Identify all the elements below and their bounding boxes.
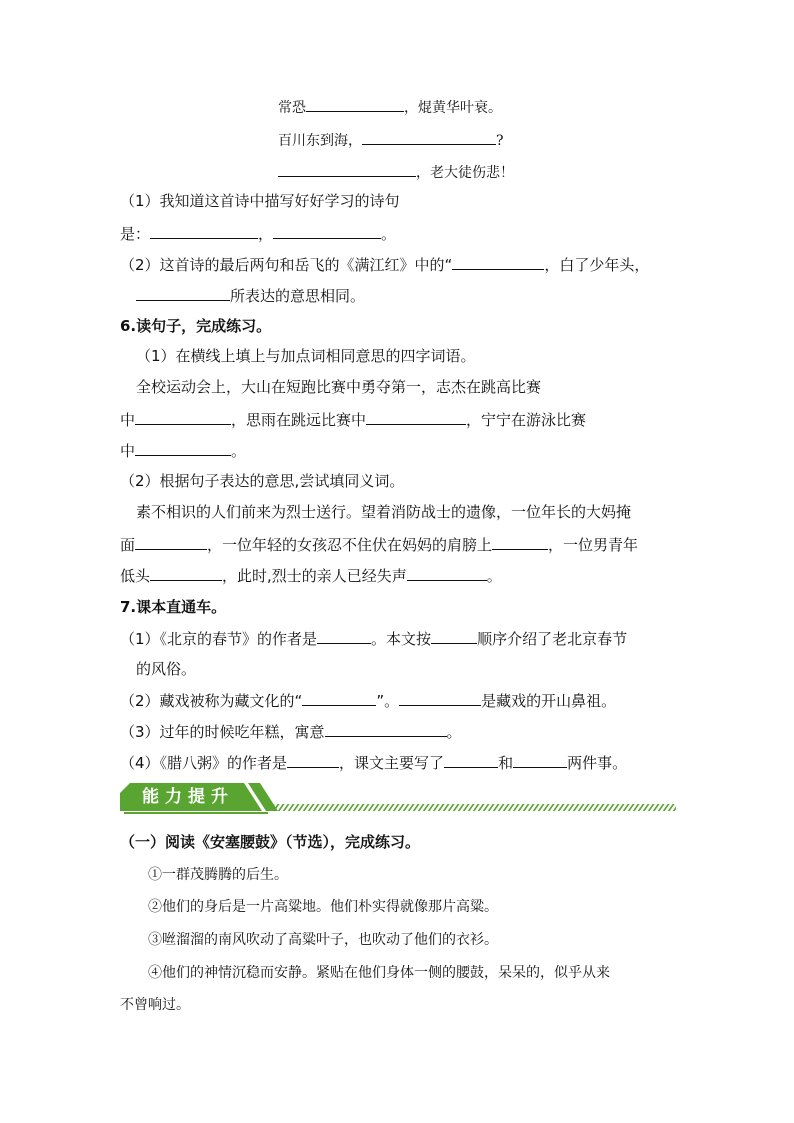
section-7-q1 xyxy=(120,628,627,649)
q-text: 顺序介绍了老北京春节 xyxy=(477,630,628,648)
poem-text: ? xyxy=(496,133,504,149)
p-text: 。 xyxy=(231,442,247,460)
q-text: 所表达的意思相同。 xyxy=(230,287,366,305)
poem-line-2 xyxy=(278,129,504,151)
question-1-answer xyxy=(120,223,396,244)
section-6-p6 xyxy=(120,565,502,586)
question-2-cont xyxy=(136,285,365,306)
answer-blank[interactable] xyxy=(306,96,404,112)
section-6-p3 xyxy=(120,440,246,461)
q-text: 。 xyxy=(381,225,397,243)
q-text: ， xyxy=(258,225,274,243)
answer-blank[interactable] xyxy=(399,690,481,706)
p-text: ，此时,烈士的亲人已经失声 xyxy=(222,567,407,585)
p-text: ，一位年轻的女孩忍不住伏在妈妈的肩膀上 xyxy=(207,536,493,554)
answer-blank[interactable] xyxy=(150,223,258,239)
section-7-q3 xyxy=(120,721,462,742)
answer-blank[interactable] xyxy=(492,534,548,550)
section-6-p5 xyxy=(120,534,638,555)
ability-banner xyxy=(118,782,678,816)
q-text: 是藏戏的开山鼻祖。 xyxy=(481,692,617,710)
section-6-p2 xyxy=(120,409,586,430)
p-text: 中 xyxy=(120,442,136,460)
answer-blank[interactable] xyxy=(135,409,231,425)
p-text: 。 xyxy=(486,567,502,585)
banner-title: 能力提升 xyxy=(142,787,234,807)
poem-text: 常恐 xyxy=(278,100,306,116)
answer-blank[interactable] xyxy=(150,565,222,581)
q-text: 两件事。 xyxy=(567,754,628,772)
q-text: ，白了少年头， xyxy=(544,256,650,274)
answer-blank[interactable] xyxy=(366,409,466,425)
answer-blank[interactable] xyxy=(444,752,498,768)
q-text: 。本文按 xyxy=(371,630,432,648)
section-6-sub1: （1）在横线上填上与加点词相同意思的四字词语。 xyxy=(136,347,476,365)
p-text: 面 xyxy=(120,536,136,554)
poem-text: 百川东到海， xyxy=(278,133,362,149)
question-2 xyxy=(120,254,649,275)
section-7-q4 xyxy=(120,752,627,773)
answer-blank[interactable] xyxy=(302,690,376,706)
q-text: （3）过年的时候吃年糕，寓意 xyxy=(120,723,325,741)
q-text: （2）这首诗的最后两句和岳飞的《满江红》中的“ xyxy=(120,256,453,274)
section-7-title: 7.课本直通车。 xyxy=(120,598,227,616)
answer-blank[interactable] xyxy=(362,129,496,145)
p-text: ，思雨在跳远比赛中 xyxy=(231,411,367,429)
q-text: ”。 xyxy=(376,692,400,710)
answer-blank[interactable] xyxy=(273,223,381,239)
poem-text: ，老大徒伤悲！ xyxy=(416,165,514,181)
q-text: 和 xyxy=(498,754,514,772)
answer-blank[interactable] xyxy=(135,534,207,550)
section-7-q1-cont: 的风俗。 xyxy=(136,660,197,678)
reading-p4: ④他们的神情沉稳而安静。紧贴在他们身体一侧的腰鼓，呆呆的，似乎从来 xyxy=(148,965,610,981)
q-text: ，课文主要写了 xyxy=(339,754,445,772)
p-text: ，一位男青年 xyxy=(548,536,639,554)
answer-blank[interactable] xyxy=(513,752,567,768)
question-1: （1）我知道这首诗中描写好好学习的诗句 xyxy=(120,192,400,210)
answer-blank[interactable] xyxy=(452,254,544,270)
reading-p5: 不曾响过。 xyxy=(120,997,190,1013)
section-6-title: 6.读句子，完成练习。 xyxy=(120,317,272,335)
reading-p1: ①一群茂腾腾的后生。 xyxy=(148,867,288,883)
q-text: （1）《北京的春节》的作者是 xyxy=(120,630,318,648)
section-7-q2 xyxy=(120,690,616,711)
poem-text: ，焜黄华叶衰。 xyxy=(404,100,502,116)
answer-blank[interactable] xyxy=(407,565,487,581)
q-text: （2）藏戏被称为藏文化的“ xyxy=(120,692,303,710)
poem-line-3 xyxy=(278,161,514,183)
answer-blank[interactable] xyxy=(325,721,447,737)
answer-blank[interactable] xyxy=(136,285,230,301)
answer-blank[interactable] xyxy=(317,628,371,644)
p-text: ，宁宁在游泳比赛 xyxy=(466,411,587,429)
reading-p2: ②他们的身后是一片高粱地。他们朴实得就像那片高粱。 xyxy=(148,899,498,915)
q-text: 是： xyxy=(120,225,151,243)
q-text: 。 xyxy=(446,723,462,741)
poem-line-1 xyxy=(278,96,502,118)
answer-blank[interactable] xyxy=(287,752,339,768)
reading-p3: ③咝溜溜的南风吹动了高粱叶子，也吹动了他们的衣衫。 xyxy=(148,932,498,948)
p-text: 中 xyxy=(120,411,136,429)
section-6-sub2: （2）根据句子表达的意思,尝试填同义词。 xyxy=(120,472,405,490)
reading-title: （一）阅读《安塞腰鼓》（节选），完成练习。 xyxy=(120,833,421,851)
answer-blank[interactable] xyxy=(278,161,416,177)
answer-blank[interactable] xyxy=(431,628,477,644)
answer-blank[interactable] xyxy=(135,440,231,456)
p-text: 低头 xyxy=(120,567,151,585)
section-6-p4: 素不相识的人们前来为烈士送行。望着消防战士的遗像，一位年长的大妈掩 xyxy=(136,503,632,521)
banner-hatch-stripe xyxy=(268,804,676,811)
q-text: （4）《腊八粥》的作者是 xyxy=(120,754,288,772)
section-6-p1: 全校运动会上，大山在短跑比赛中勇夺第一，志杰在跳高比赛 xyxy=(136,378,542,396)
